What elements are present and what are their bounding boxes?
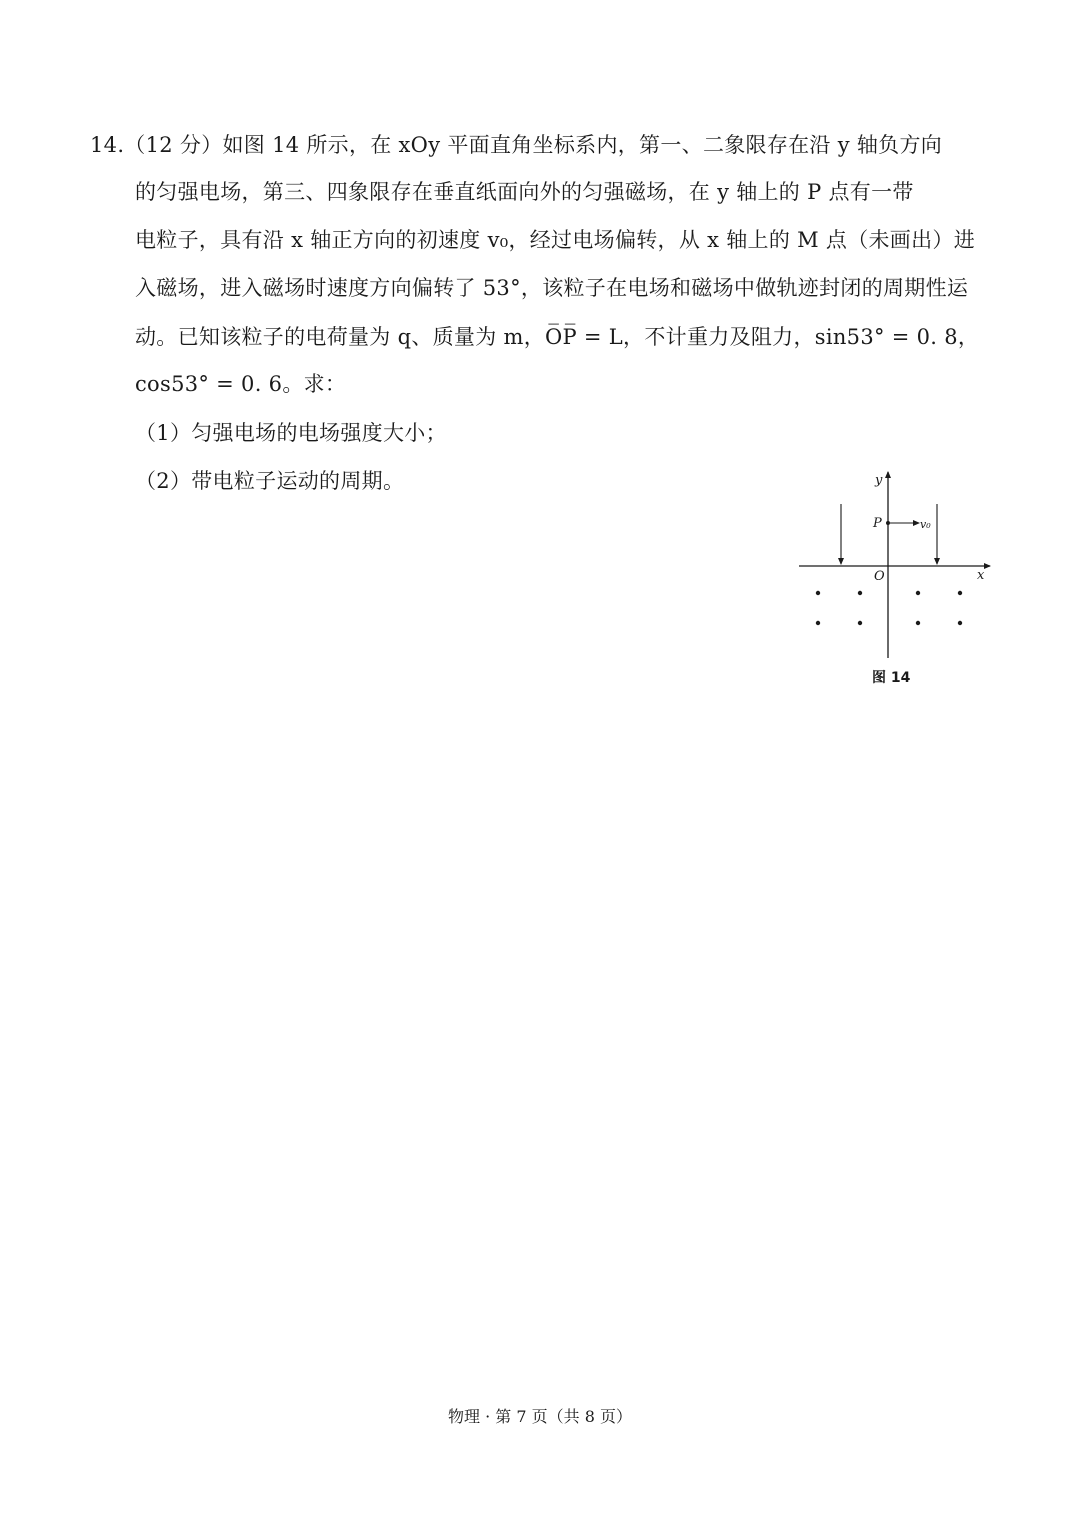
velocity-label: v₀ bbox=[920, 518, 931, 531]
question-line-4: 入磁场，进入磁场时速度方向偏转了 53°，该粒子在电场和磁场中做轨迹封闭的周期性运 bbox=[135, 276, 969, 300]
x-axis-label: x bbox=[977, 568, 985, 583]
question-line-3: 电粒子，具有沿 x 轴正方向的初速度 v₀，经过电场偏转，从 x 轴上的 M 点（未画出）进 bbox=[135, 228, 975, 252]
field-dot bbox=[816, 591, 820, 595]
question-line-1: 14.（12 分）如图 14 所示，在 xOy 平面直角坐标系内，第一、二象限存在沿 y 轴负方向 bbox=[90, 133, 943, 157]
figure-caption: 图 14 bbox=[872, 670, 911, 686]
field-diagram bbox=[795, 466, 995, 696]
field-dot bbox=[958, 591, 962, 595]
field-dot bbox=[858, 621, 862, 625]
sub-question-2: （2）带电粒子运动的周期。 bbox=[135, 469, 405, 493]
field-dot bbox=[816, 621, 820, 625]
field-dot bbox=[858, 591, 862, 595]
y-axis-label: y bbox=[875, 473, 883, 488]
origin-label: O bbox=[874, 569, 885, 584]
field-dot bbox=[958, 621, 962, 625]
question-line-6: cos53° = 0. 6。求： bbox=[135, 372, 347, 396]
question-line-2: 的匀强电场，第三、四象限存在垂直纸面向外的匀强磁场，在 y 轴上的 P 点有一带 bbox=[135, 180, 914, 204]
question-line-5: 动。已知该粒子的电荷量为 q、质量为 m，O̅P̅ = L，不计重力及阻力，sin53° = 0. 8， bbox=[135, 325, 980, 349]
sub-question-1: （1）匀强电场的电场强度大小； bbox=[135, 421, 447, 445]
page-footer: 物理 · 第 7 页（共 8 页） bbox=[448, 1407, 632, 1426]
coordinate-figure bbox=[795, 466, 995, 696]
field-dot bbox=[916, 591, 920, 595]
point-p-label: P bbox=[873, 516, 882, 531]
field-dot bbox=[916, 621, 920, 625]
